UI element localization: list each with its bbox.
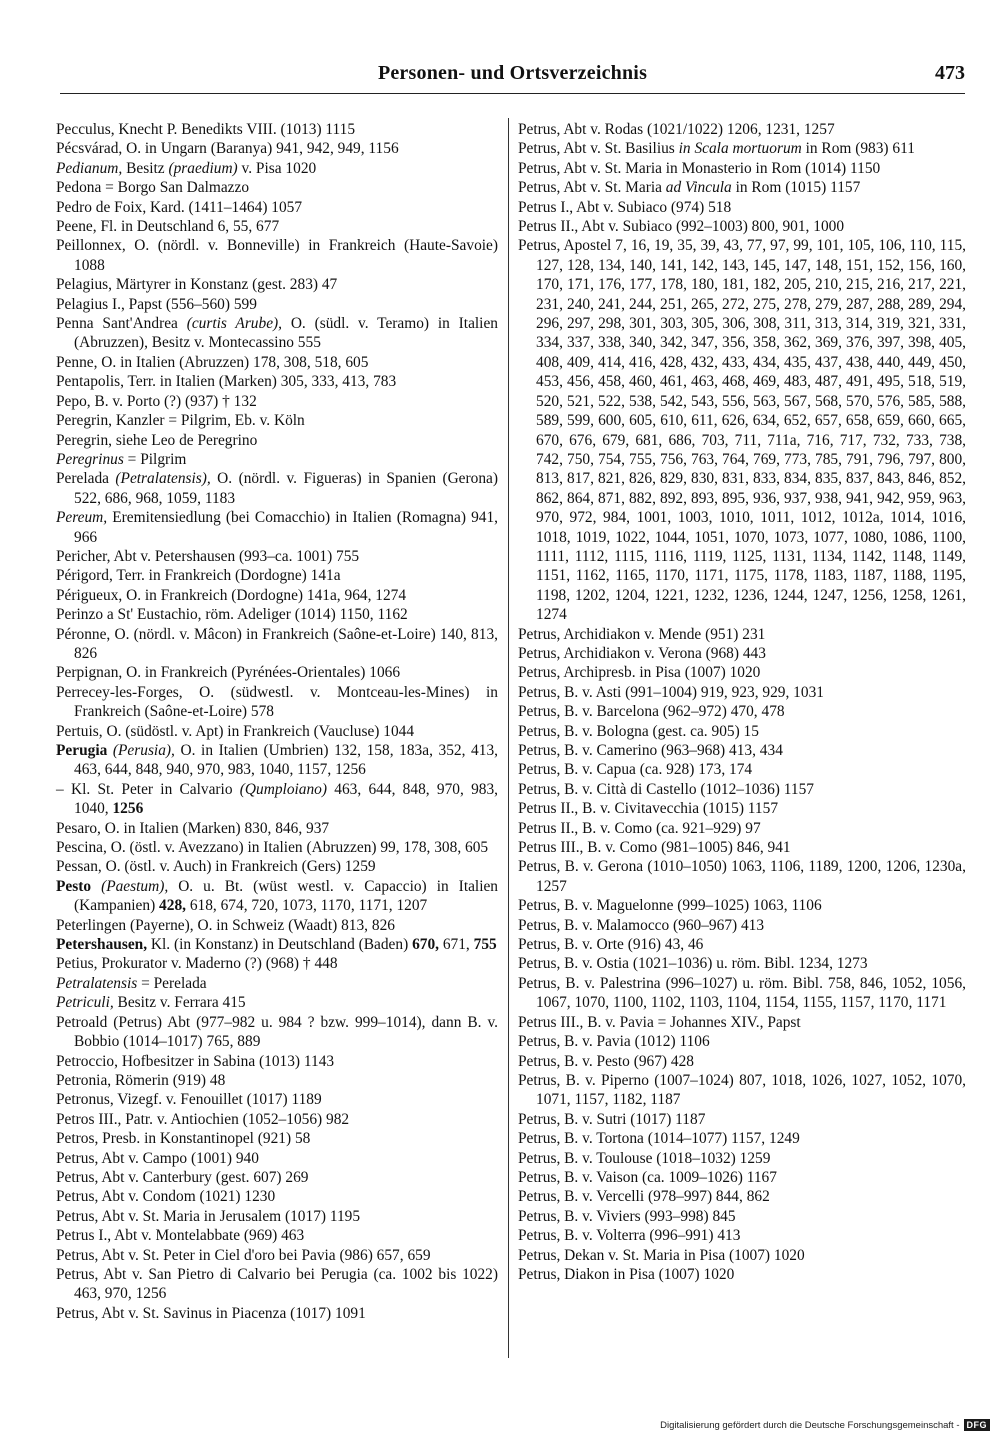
index-entry <box>56 586 498 605</box>
index-entry <box>518 935 966 954</box>
index-entry <box>518 838 966 857</box>
index-entry-segment: Petrus, Abt v. St. Maria in Jerusalem (1017) 1195 <box>56 1207 361 1225</box>
index-entry-segment: Eremitensiedlung (bei Comacchio) in Italien (Romagna) 941, 966 <box>74 509 498 546</box>
index-entry-segment: in Rom (1015) 1157 <box>731 179 861 197</box>
index-entry <box>56 178 498 197</box>
index-entry <box>56 1052 498 1071</box>
header-rule <box>60 93 965 94</box>
index-entry-segment: Pedro de Foix, Kard. (1411–1464) 1057 <box>56 198 303 216</box>
index-entry-segment: 463, 644, 848, 970, 983, 1040, <box>74 780 499 818</box>
index-entry-segment: – Kl. St. Peter in Calvario <box>56 780 240 798</box>
index-entry-segment: Péronne, O. (nördl. v. Mâcon) in Frankreich (Saône-et-Loire) 140, 813, 826 <box>56 625 498 662</box>
index-entry-segment: Pelagius, Märtyrer in Konstanz (gest. 283) 47 <box>56 276 338 294</box>
index-entry-segment: Pescina, O. (östl. v. Avezzano) in Italien (Abruzzen) 99, 178, 308, 605 <box>56 839 489 857</box>
index-entry-segment: 670, <box>412 936 439 954</box>
index-entry <box>56 857 498 876</box>
footer-text: Digitalisierung gefördert durch die Deutsche Forschungsgemeinschaft - <box>660 1419 960 1431</box>
index-entry-segment: (praedium) <box>168 159 238 177</box>
index-entry <box>56 722 498 741</box>
index-column-right <box>518 120 966 1284</box>
index-entry-segment: Kl. (in Konstanz) in Deutschland (Baden) <box>147 936 413 954</box>
index-entry-segment: Pepo, B. v. Porto (?) (937) † 132 <box>56 392 257 410</box>
index-entry-segment: Petroccio, Hofbesitzer in Sabina (1013) 1143 <box>56 1052 335 1070</box>
index-entry-segment: Petrus, B. v. Barcelona (962–972) 470, 478 <box>518 703 785 721</box>
index-entry-segment: (Paestum), <box>91 877 169 895</box>
index-entry <box>518 799 966 818</box>
index-entry <box>518 1149 966 1168</box>
index-entry-segment: Petrus, Abt v. St. Savinus in Piacenza (1017) 1091 <box>56 1304 366 1322</box>
index-entry-segment: Perelada <box>56 470 116 488</box>
index-entry-segment: Perrecey-les-Forges, O. (südwestl. v. Montceau-les-Mines) in Frankreich (Saône-et-Loire) 578 <box>56 683 498 721</box>
index-entry-segment: Perpignan, O. in Frankreich (Pyrénées-Orientales) 1066 <box>56 664 401 682</box>
index-entry <box>56 295 498 314</box>
index-entry-segment: Pelagius I., Papst (556–560) 599 <box>56 295 257 313</box>
index-entry <box>56 974 498 993</box>
index-entry-segment: 671, <box>439 936 474 954</box>
index-entry <box>518 896 966 915</box>
index-entry-segment: Petrus, B. v. Piperno (1007–1024) 807, 1018, 1026, 1027, 1052, 1070, 1071, 1157, 1182, 1187 <box>518 1071 966 1109</box>
index-entry <box>56 916 498 935</box>
index-entry <box>56 198 498 217</box>
index-entry <box>518 1071 966 1110</box>
index-entry-segment: Pessan, O. (östl. v. Auch) in Frankreich (Gers) 1259 <box>56 858 376 876</box>
index-entry-segment: Petrus, B. v. Ostia (1021–1036) u. röm. Bibl. 1234, 1273 <box>518 955 868 973</box>
index-entry <box>56 450 498 469</box>
index-entry <box>56 683 498 722</box>
index-entry-segment: Penna Sant'Andrea <box>56 315 187 333</box>
index-entry <box>518 663 966 682</box>
index-entry-segment: ad Vincula <box>665 179 732 197</box>
index-entry <box>518 159 966 178</box>
index-entry-segment: Pedianum, <box>56 159 123 177</box>
index-entry-segment: Petrus, B. v. Città di Castello (1012–1036) 1157 <box>518 780 814 798</box>
index-entry <box>518 1013 966 1032</box>
index-entry-segment: Petrus, B. v. Pavia (1012) 1106 <box>518 1033 710 1051</box>
index-entry-segment: Petrus, Dekan v. St. Maria in Pisa (1007) 1020 <box>518 1246 805 1264</box>
index-entry-segment: Périgord, Terr. in Frankreich (Dordogne) 141a <box>56 567 341 585</box>
index-entry-segment: 755 <box>473 936 497 954</box>
index-entry <box>56 236 498 275</box>
dfg-logo: DFG <box>964 1419 991 1431</box>
index-entry <box>56 314 498 353</box>
index-entry <box>56 1071 498 1090</box>
page-footer <box>660 1419 990 1431</box>
index-entry <box>518 1168 966 1187</box>
index-entry-segment: Petrus III., B. v. Como (981–1005) 846, 941 <box>518 839 791 857</box>
index-entry-segment: Petros III., Patr. v. Antiochien (1052–1056) 982 <box>56 1110 350 1128</box>
index-entry <box>56 547 498 566</box>
index-entry <box>518 683 966 702</box>
index-entry <box>56 993 498 1012</box>
index-entry-segment: Pentapolis, Terr. in Italien (Marken) 305, 333, 413, 783 <box>56 373 397 391</box>
index-entry <box>56 372 498 391</box>
index-entry <box>518 1052 966 1071</box>
index-entry-segment: Petrus, B. v. Bologna (gest. ca. 905) 15 <box>518 722 759 740</box>
index-entry <box>518 217 966 236</box>
index-entry <box>56 935 498 954</box>
index-entry-segment: Petrus, B. v. Sutri (1017) 1187 <box>518 1110 706 1128</box>
index-entry-segment: Petrus, B. v. Toulouse (1018–1032) 1259 <box>518 1149 771 1167</box>
index-entry <box>56 954 498 973</box>
index-entry-segment: (curtis Arube), <box>186 315 282 333</box>
index-entry <box>56 139 498 158</box>
index-entry-segment: Petrus, B. v. Orte (916) 43, 46 <box>518 936 704 954</box>
index-entry <box>56 819 498 838</box>
index-entry <box>56 1187 498 1206</box>
index-entry <box>518 644 966 663</box>
index-entry <box>518 139 966 158</box>
index-entry <box>56 1110 498 1129</box>
index-entry <box>518 1207 966 1226</box>
index-entry-segment: Petrus, Abt v. St. Maria <box>518 179 666 197</box>
index-entry-segment: Petrus, B. v. Pesto (967) 428 <box>518 1052 694 1070</box>
index-entry-segment: Petrus II., Abt v. Subiaco (992–1003) 800, 901, 1000 <box>518 218 845 236</box>
index-entry-segment: Pericher, Abt v. Petershausen (993–ca. 1001) 755 <box>56 547 360 565</box>
index-entry-segment: Petrus, Abt v. Rodas (1021/1022) 1206, 1231, 1257 <box>518 121 835 138</box>
index-entry-segment: Peregrin, Kanzler = Pilgrim, Eb. v. Köln <box>56 412 305 430</box>
index-entry <box>518 741 966 760</box>
index-entry <box>518 1246 966 1265</box>
index-entry-segment: Petrus, B. v. Gerona (1010–1050) 1063, 1106, 1189, 1200, 1206, 1230a, 1257 <box>518 858 966 895</box>
index-entry <box>518 857 966 896</box>
index-entry-segment: Petriculi, <box>56 994 114 1012</box>
index-entry-segment: Peillonnex, O. (nördl. v. Bonneville) in Frankreich (Haute-Savoie) 1088 <box>56 237 498 274</box>
index-entry <box>518 1265 966 1284</box>
index-entry-segment: Pesaro, O. in Italien (Marken) 830, 846, 937 <box>56 819 330 837</box>
index-entry-segment: Petershausen, <box>56 936 148 954</box>
index-entry <box>56 741 498 780</box>
index-entry <box>518 178 966 197</box>
index-entry-segment: Petrus, Archidiakon v. Verona (968) 443 <box>518 644 766 662</box>
index-entry-segment: Petroald (Petrus) Abt (977–982 u. 984 ? bzw. 999–1014), dann B. v. Bobbio (1014–1017) 765, 889 <box>56 1013 498 1051</box>
index-entry-segment: in Rom (983) 611 <box>801 140 915 158</box>
index-entry-segment: Petrus, Abt v. St. Basilius <box>518 140 679 158</box>
index-entry <box>518 780 966 799</box>
index-entry-segment: Petrus I., Abt v. Montelabbate (969) 463 <box>56 1227 305 1245</box>
index-entry <box>56 1168 498 1187</box>
index-entry-segment: Pertuis, O. (südöstl. v. Apt) in Frankreich (Vaucluse) 1044 <box>56 722 415 740</box>
index-entry-segment: (Qumploiano) <box>239 780 328 798</box>
index-entry <box>518 974 966 1013</box>
index-entry-segment: Petrus, Abt v. San Pietro di Calvario bei Perugia (ca. 1002 bis 1022) 463, 970, 1256 <box>56 1265 498 1303</box>
index-entry-segment: Petrus II., B. v. Civitavecchia (1015) 1157 <box>518 800 779 818</box>
index-entry-segment: Périgueux, O. in Frankreich (Dordogne) 141a, 964, 1274 <box>56 586 407 604</box>
index-entry-segment: Perinzo a St' Eustachio, röm. Adeliger (1014) 1150, 1162 <box>56 606 408 624</box>
index-entry <box>56 1246 498 1265</box>
index-entry-segment: (Perusia), <box>107 742 175 759</box>
index-entry <box>56 1304 498 1323</box>
index-entry-segment: 1256 <box>112 800 144 818</box>
index-entry-segment: Petrus, B. v. Volterra (996–991) 413 <box>518 1227 741 1245</box>
index-entry <box>56 1265 498 1304</box>
index-entry <box>56 1149 498 1168</box>
index-entry-segment: Pecculus, Knecht P. Benedikts VIII. (1013) 1115 <box>56 121 356 138</box>
index-entry <box>518 1032 966 1051</box>
index-entry <box>56 275 498 294</box>
index-entry-segment: Pedona = Borgo San Dalmazzo <box>56 179 250 197</box>
index-entry-segment: Petrus, B. v. Capua (ca. 928) 173, 174 <box>518 761 753 779</box>
index-entry-segment: Petrus, Archidiakon v. Mende (951) 231 <box>518 625 766 643</box>
index-entry <box>518 954 966 973</box>
page-header <box>60 60 965 94</box>
index-entry <box>56 780 498 819</box>
index-entry-segment: Petrus, B. v. Camerino (963–968) 413, 434 <box>518 742 783 759</box>
index-entry <box>56 1226 498 1245</box>
index-entry-segment: Petrus, Apostel 7, 16, 19, 35, 39, 43, 77, 97, 99, 101, 105, 106, 110, 115, 127, 128, 134, 140, 141, 142, 143, 145, 147, 148, 151, 152, 156, 160, 170, 171, 176, 177, 178, 180, 181, 182, 205, 210, 215, 216, 217, 221, 231, 240, 241, 244, 251, 265, 272, 275, 278, 279, 287, 288, 289, 294, 296, 297, 298, 301, 303, 305, 306, 308, 311, 313, 314, 319, 321, 331, 334, 337, 338, 340, 342, 347, 356, 358, 362, 369, 376, 397, 398, 405, 408, 409, 414, 416, 428, 432, 433, 434, 435, 437, 438, 440, 449, 450, 453, 456, 458, 460, 461, 463, 468, 469, 483, 487, 491, 495, 518, 519, 520, 521, 522, 538, 542, 543, 556, 563, 567, 568, 570, 576, 585, 588, 589, 599, 600, 605, 610, 611, 626, 634, 652, 657, 658, 659, 660, 665, 670, 676, 679, 681, 686, 703, 711, 711a, 716, 717, 732, 733, 738, 742, 750, 754, 755, 756, 763, 764, 769, 773, 785, 791, 796, 797, 800, 813, 817, 821, 826, 829, 830, 831, 833, 834, 835, 837, 843, 846, 852, 862, 864, 871, 882, 892, 893, 895, 936, 937, 938, 941, 942, 959, 963, 970, 972, 984, 1001, 1003, 1010, 1011, 1012, 1012a, 1014, 1016, 1018, 1019, 1022, 1044, 1051, 1070, 1073, 1077, 1080, 1086, 1100, 1111, 1112, 1115, 1116, 1119, 1125, 1131, 1134, 1142, 1148, 1149, 1151, 1162, 1165, 1170, 1171, 1175, 1178, 1183, 1187, 1188, 1195, 1198, 1202, 1204, 1221, 1232, 1236, 1244, 1247, 1256, 1258, 1261, 1274 <box>518 237 966 624</box>
index-entry <box>56 838 498 857</box>
index-entry-segment: Petrus, B. v. Malamocco (960–967) 413 <box>518 916 765 934</box>
index-entry-segment: Peregrin, siehe Leo de Peregrino <box>56 431 258 449</box>
index-entry <box>56 1013 498 1052</box>
index-entry <box>56 508 498 547</box>
index-entry <box>518 198 966 217</box>
index-entry-segment: Petrus, B. v. Palestrina (996–1027) u. röm. Bibl. 758, 846, 1052, 1056, 1067, 1070, 1100, 1102, 1103, 1104, 1154, 1155, 1157, 1170, 1171 <box>518 974 966 1012</box>
index-entry <box>518 1110 966 1129</box>
index-entry-segment: Petrus, B. v. Viviers (993–998) 845 <box>518 1207 736 1225</box>
index-entry-segment: Peene, Fl. in Deutschland 6, 55, 677 <box>56 218 280 236</box>
index-entry <box>518 1129 966 1148</box>
index-entry <box>56 120 498 139</box>
index-entry-segment: Petros, Presb. in Konstantinopel (921) 58 <box>56 1130 311 1148</box>
index-entry-segment: Petrus, Archipresb. in Pisa (1007) 1020 <box>518 664 761 682</box>
page-title: Personen- und Ortsverzeichnis <box>377 62 648 84</box>
index-entry <box>518 722 966 741</box>
index-entry-segment: Petronus, Vizegf. v. Fenouillet (1017) 1189 <box>56 1091 322 1109</box>
index-entry-segment: O. (südl. v. Teramo) in Italien (Abruzzen), Besitz v. Montecassino 555 <box>74 315 498 352</box>
index-entry-segment: O. u. Bt. (wüst westl. v. Capaccio) in Italien (Kampanien) <box>74 877 498 915</box>
index-entry-segment: Penne, O. in Italien (Abruzzen) 178, 308, 518, 605 <box>56 353 369 371</box>
index-entry-segment: in Scala mortuorum <box>678 140 802 158</box>
index-entry-segment: Peterlingen (Payerne), O. in Schweiz (Waadt) 813, 826 <box>56 916 395 934</box>
index-entry-segment: = Pilgrim <box>123 450 187 468</box>
index-entry <box>56 411 498 430</box>
index-entry-segment: Petrus, B. v. Vercelli (978–997) 844, 862 <box>518 1188 770 1206</box>
index-entry-segment: Pesto <box>56 877 92 895</box>
index-entry <box>56 1090 498 1109</box>
index-entry-segment: Besitz v. Ferrara 415 <box>113 994 246 1012</box>
index-entry-segment: Petrus, Abt v. Condom (1021) 1230 <box>56 1188 276 1206</box>
index-entry <box>56 625 498 664</box>
index-entry-segment: Petrus, Diakon in Pisa (1007) 1020 <box>518 1265 735 1283</box>
index-entry <box>56 1207 498 1226</box>
index-entry-segment: 618, 674, 720, 1073, 1170, 1171, 1207 <box>185 897 428 915</box>
index-entry-segment: Petius, Prokurator v. Maderno (?) (968) † 448 <box>56 955 338 973</box>
index-entry-segment: O. (nördl. v. Figueras) in Spanien (Gerona) 522, 686, 968, 1059, 1183 <box>74 470 498 507</box>
index-entry-segment: O. in Italien (Umbrien) 132, 158, 183a, 352, 413, 463, 644, 848, 940, 970, 983, 1040, 1157, 1256 <box>74 742 498 779</box>
index-entry <box>56 353 498 372</box>
index-entry <box>518 916 966 935</box>
index-entry <box>518 236 966 624</box>
index-entry-segment: Petrus, Abt v. St. Peter in Ciel d'oro bei Pavia (986) 657, 659 <box>56 1246 431 1264</box>
index-entry-segment: (Petralatensis), <box>115 470 211 488</box>
index-entry <box>56 663 498 682</box>
index-entry-segment: Peregrinus <box>56 450 124 468</box>
index-entry <box>56 431 498 450</box>
index-entry-segment: Petrus, B. v. Tortona (1014–1077) 1157, 1249 <box>518 1130 800 1148</box>
index-entry-segment: Petralatensis <box>56 974 138 992</box>
index-entry <box>56 1129 498 1148</box>
index-entry <box>56 392 498 411</box>
index-entry <box>518 625 966 644</box>
index-entry <box>518 120 966 139</box>
page-number: 473 <box>935 62 965 84</box>
index-entry-segment: = Perelada <box>137 974 207 992</box>
column-divider <box>508 118 509 1358</box>
index-entry <box>56 217 498 236</box>
index-entry-segment: Petrus, Abt v. St. Maria in Monasterio in Rom (1014) 1150 <box>518 159 881 177</box>
index-entry-segment: Besitz <box>122 159 169 177</box>
index-entry-segment: v. Pisa 1020 <box>237 159 317 177</box>
index-entry-segment: Petrus, Abt v. Campo (1001) 940 <box>56 1149 259 1167</box>
index-entry-segment: Petrus, B. v. Vaison (ca. 1009–1026) 1167 <box>518 1168 777 1186</box>
index-entry-segment: Petrus, Abt v. Canterbury (gest. 607) 269 <box>56 1168 309 1186</box>
index-entry-segment: Pereum, <box>56 509 108 527</box>
index-entry-segment: Petrus, B. v. Maguelonne (999–1025) 1063, 1106 <box>518 897 822 915</box>
index-entry <box>56 159 498 178</box>
index-entry <box>56 605 498 624</box>
index-entry <box>518 760 966 779</box>
index-entry-segment: Petronia, Römerin (919) 48 <box>56 1071 226 1089</box>
index-entry <box>56 877 498 916</box>
index-entry <box>518 819 966 838</box>
index-entry <box>518 1226 966 1245</box>
index-entry <box>56 566 498 585</box>
index-entry-segment: Pécsvárad, O. in Ungarn (Baranya) 941, 942, 949, 1156 <box>56 140 399 158</box>
index-entry-segment: Petrus I., Abt v. Subiaco (974) 518 <box>518 198 732 216</box>
index-entry <box>518 1187 966 1206</box>
index-column-left <box>56 120 498 1323</box>
index-entry-segment: Perugia <box>56 742 108 759</box>
index-entry <box>56 469 498 508</box>
index-entry-segment: Petrus, B. v. Asti (991–1004) 919, 923, 929, 1031 <box>518 683 824 701</box>
index-entry <box>518 702 966 721</box>
index-entry-segment: Petrus II., B. v. Como (ca. 921–929) 97 <box>518 819 761 837</box>
index-entry-segment: 428, <box>159 897 186 915</box>
index-entry-segment: Petrus III., B. v. Pavia = Johannes XIV., Papst <box>518 1013 801 1031</box>
